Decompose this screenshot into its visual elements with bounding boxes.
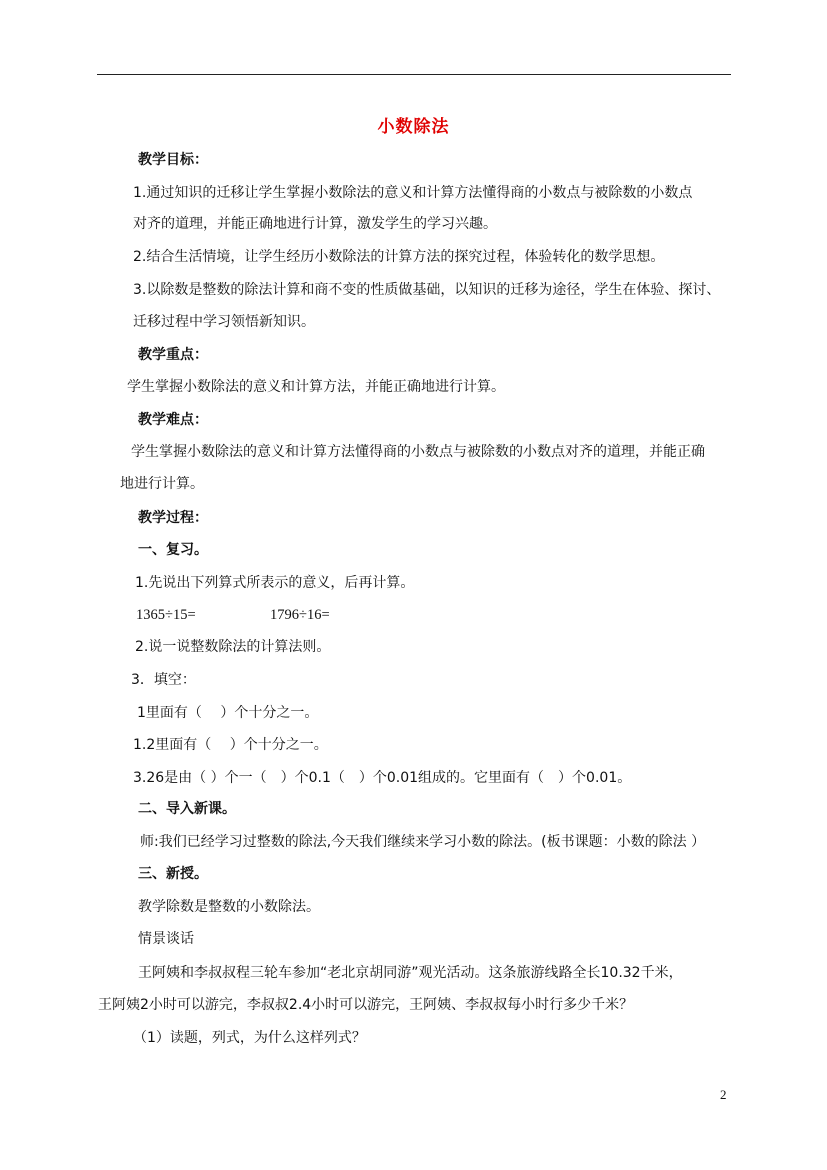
scenario-label: 情景谈话 [138, 931, 194, 947]
goal-3-line-2: 迁移过程中学习领悟新知识。 [133, 314, 315, 330]
review-item-1: 1.先说出下列算式所表示的意义，后再计算。 [135, 575, 415, 591]
difficulty-line-2: 地进行计算。 [120, 476, 204, 492]
heading-difficulties: 教学难点： [138, 412, 208, 428]
story-line-2: 王阿姨2小时可以游完，李叔叔2.4小时可以游完，王阿姨、李叔叔每小时行多少千米？ [98, 997, 634, 1013]
heading-key-points: 教学重点： [138, 347, 208, 363]
review-item-3: 3．填空： [131, 672, 196, 688]
calc-expression-1: 1365÷15= [136, 607, 196, 623]
difficulty-line-1: 学生掌握小数除法的意义和计算方法懂得商的小数点与被除数的小数点对齐的道理，并能正确 [131, 444, 705, 460]
story-line-1: 王阿姨和李叔叔程三轮车参加“老北京胡同游”观光活动。这条旅游线路全长10.32千米， [138, 965, 683, 981]
calc-expression-2: 1796÷16= [270, 607, 330, 623]
goal-2: 2.结合生活情境，让学生经历小数除法的计算方法的探究过程，体验转化的数学思想。 [133, 249, 665, 265]
section-new-lesson-heading: 二、导入新课。 [138, 801, 236, 817]
page-number: 2 [720, 1087, 727, 1102]
goal-1-line-1: 1.通过知识的迁移让学生掌握小数除法的意义和计算方法懂得商的小数点与被除数的小数点 [133, 185, 693, 201]
review-item-2: 2.说一说整数除法的计算法则。 [135, 639, 331, 655]
document-title: 小数除法 [377, 117, 450, 137]
goal-3-line-1: 3.以除数是整数的除法计算和商不变的性质做基础，以知识的迁移为途径，学生在体验、探讨、 [133, 282, 721, 298]
teacher-intro-text: 师:我们已经学习过整数的除法,今天我们继续来学习小数的除法。(板书课题：小数的除法 ） [140, 834, 706, 850]
question-1: （1）读题，列式，为什么这样列式？ [133, 1030, 366, 1046]
key-point-text: 学生掌握小数除法的意义和计算方法，并能正确地进行计算。 [127, 379, 505, 395]
goal-1-line-2: 对齐的道理，并能正确地进行计算，激发学生的学习兴趣。 [133, 216, 497, 232]
heading-teaching-process: 教学过程： [138, 510, 208, 526]
fill-blank-2: 1.2里面有（ ）个十分之一。 [133, 737, 328, 753]
new-topic-text: 教学除数是整数的小数除法。 [138, 899, 320, 915]
heading-teaching-goals: 教学目标： [138, 152, 208, 168]
section-review-heading: 一、复习。 [138, 542, 208, 558]
fill-blank-3: 3.26是由（ ）个一（ ）个0.1（ ）个0.01组成的。它里面有（ ）个0.01。 [133, 770, 632, 786]
fill-blank-1: 1里面有（ ）个十分之一。 [137, 705, 319, 721]
section-new-teaching-heading: 三、新授。 [138, 866, 208, 882]
header-rule [97, 74, 731, 75]
